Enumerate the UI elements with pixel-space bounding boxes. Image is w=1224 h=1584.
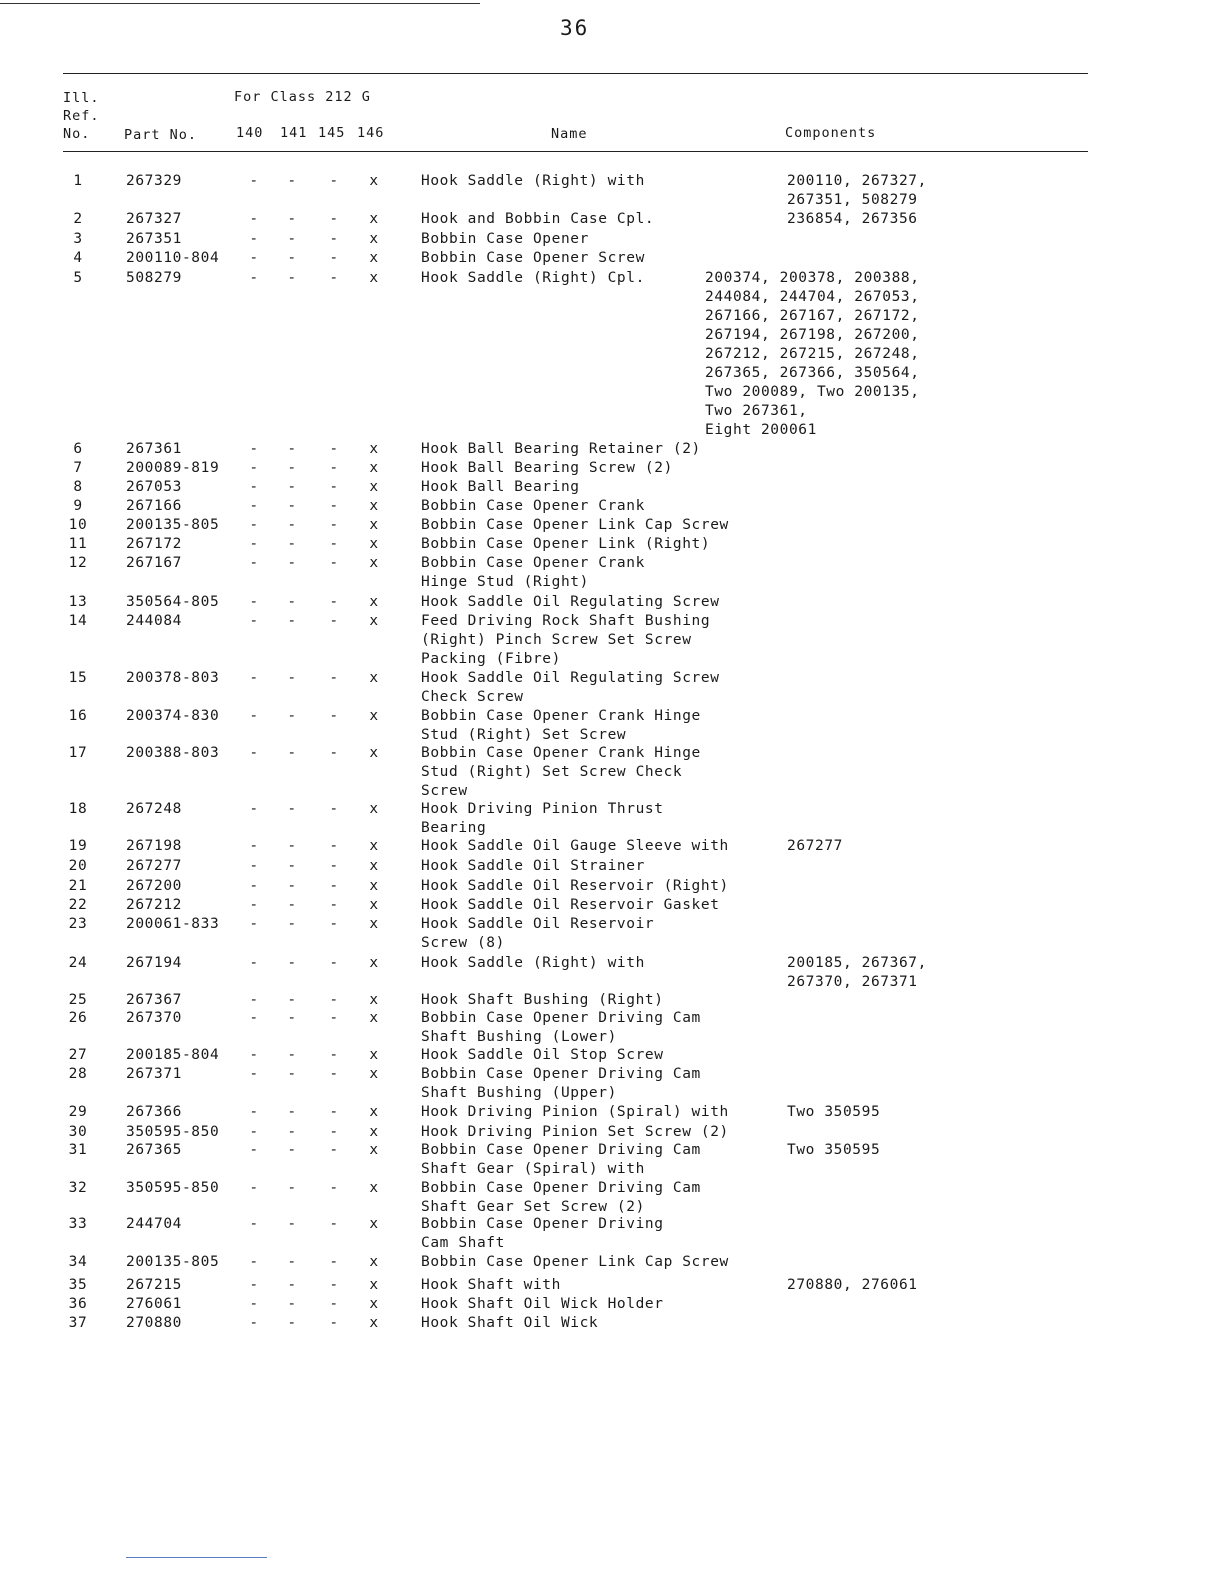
row-class-146: x: [369, 1066, 379, 1082]
row-ref: 10: [68, 517, 88, 533]
row-class-145: -: [329, 594, 339, 610]
row-class-146: x: [369, 441, 379, 457]
row-name: Bobbin Case Opener Link Cap Screw: [421, 517, 729, 533]
row-ref: 6: [73, 441, 83, 457]
row-class-140: -: [249, 173, 259, 189]
row-class-145: -: [329, 1124, 339, 1140]
row-part-no: 276061: [126, 1296, 182, 1312]
row-ref: 32: [68, 1180, 88, 1196]
row-class-146: x: [369, 231, 379, 247]
row-components: Two 350595: [787, 1142, 881, 1158]
row-part-no: 267200: [126, 878, 182, 894]
row-ref: 27: [68, 1047, 88, 1063]
row-name: Bobbin Case Opener Link Cap Screw: [421, 1254, 729, 1270]
row-class-145: -: [329, 1277, 339, 1293]
row-name: Bobbin Case Opener Crank Hinge Stud (Right) Set Screw: [421, 708, 701, 743]
row-ref: 4: [73, 250, 83, 266]
row-class-145: -: [329, 441, 339, 457]
row-ref: 16: [68, 708, 88, 724]
row-class-141: -: [287, 498, 297, 514]
row-class-146: x: [369, 250, 379, 266]
row-ref: 11: [68, 536, 88, 552]
row-class-145: -: [329, 878, 339, 894]
row-name: Hook Saddle (Right) with: [421, 173, 645, 189]
row-class-146: x: [369, 801, 379, 817]
row-class-140: -: [249, 955, 259, 971]
row-name: Hook Saddle Oil Reservoir Screw (8): [421, 916, 655, 951]
row-class-140: -: [249, 211, 259, 227]
row-class-140: -: [249, 670, 259, 686]
row-class-141: -: [287, 594, 297, 610]
row-part-no: 244704: [126, 1216, 182, 1232]
row-class-146: x: [369, 897, 379, 913]
row-class-146: x: [369, 270, 379, 286]
row-class-146: x: [369, 173, 379, 189]
row-class-141: -: [287, 955, 297, 971]
row-class-140: -: [249, 1104, 259, 1120]
row-ref: 29: [68, 1104, 88, 1120]
row-name: Hook Saddle Oil Reservoir Gasket: [421, 897, 720, 913]
header-part-no: Part No.: [124, 127, 198, 143]
row-ref: 23: [68, 916, 88, 932]
header-components: Components: [785, 125, 877, 141]
row-part-no: 200135-805: [126, 1254, 220, 1270]
row-part-no: 267366: [126, 1104, 182, 1120]
row-class-145: -: [329, 270, 339, 286]
row-class-146: x: [369, 1142, 379, 1158]
header-class-146: 146: [357, 125, 385, 141]
row-ref: 12: [68, 555, 88, 571]
row-part-no: 267215: [126, 1277, 182, 1293]
row-class-140: -: [249, 878, 259, 894]
row-name: Hook Driving Pinion Thrust Bearing: [421, 801, 664, 836]
row-class-141: -: [287, 992, 297, 1008]
row-class-146: x: [369, 460, 379, 476]
row-ref: 15: [68, 670, 88, 686]
row-part-no: 508279: [126, 270, 182, 286]
row-part-no: 200061-833: [126, 916, 220, 932]
row-class-141: -: [287, 1124, 297, 1140]
row-components: Two 350595: [787, 1104, 881, 1120]
row-class-145: -: [329, 231, 339, 247]
row-class-141: -: [287, 916, 297, 932]
row-part-no: 267172: [126, 536, 182, 552]
row-class-140: -: [249, 838, 259, 854]
row-class-140: -: [249, 460, 259, 476]
row-class-146: x: [369, 1216, 379, 1232]
row-part-no: 200110-804: [126, 250, 220, 266]
row-ref: 5: [73, 270, 83, 286]
row-components: 267277: [787, 838, 843, 854]
row-class-141: -: [287, 838, 297, 854]
row-class-145: -: [329, 1066, 339, 1082]
row-class-146: x: [369, 479, 379, 495]
row-class-146: x: [369, 1277, 379, 1293]
row-class-140: -: [249, 916, 259, 932]
row-class-145: -: [329, 250, 339, 266]
row-components: 200374, 200378, 200388, 244084, 244704, 267053, 267166, 267167, 267172, 267194, 267198, 267200, 267212, 267215, 267248, 267365, 267366, 350564, Two 200089, Two 200135, Two 267361, Eight 200061: [705, 270, 920, 438]
row-class-141: -: [287, 517, 297, 533]
row-part-no: 200135-805: [126, 517, 220, 533]
header-ref-line1: Ill.: [63, 90, 100, 106]
row-ref: 25: [68, 992, 88, 1008]
row-class-141: -: [287, 1180, 297, 1196]
row-ref: 30: [68, 1124, 88, 1140]
row-class-146: x: [369, 992, 379, 1008]
row-ref: 8: [73, 479, 83, 495]
row-part-no: 267367: [126, 992, 182, 1008]
row-components: 236854, 267356: [787, 211, 918, 227]
row-class-145: -: [329, 670, 339, 686]
row-class-140: -: [249, 231, 259, 247]
row-class-140: -: [249, 270, 259, 286]
row-class-145: -: [329, 838, 339, 854]
row-ref: 36: [68, 1296, 88, 1312]
row-class-141: -: [287, 479, 297, 495]
row-class-141: -: [287, 708, 297, 724]
row-class-145: -: [329, 745, 339, 761]
row-class-146: x: [369, 536, 379, 552]
row-part-no: 350564-805: [126, 594, 220, 610]
row-ref: 21: [68, 878, 88, 894]
row-part-no: 244084: [126, 613, 182, 629]
row-class-140: -: [249, 1296, 259, 1312]
row-part-no: 267371: [126, 1066, 182, 1082]
row-class-140: -: [249, 1216, 259, 1232]
row-ref: 37: [68, 1315, 88, 1331]
row-class-145: -: [329, 498, 339, 514]
row-class-140: -: [249, 1047, 259, 1063]
row-class-141: -: [287, 173, 297, 189]
header-class-140: 140: [236, 125, 264, 141]
row-ref: 33: [68, 1216, 88, 1232]
row-class-140: -: [249, 1010, 259, 1026]
row-name: Hook Saddle Oil Gauge Sleeve with: [421, 838, 729, 854]
row-class-146: x: [369, 1124, 379, 1140]
row-part-no: 267166: [126, 498, 182, 514]
row-class-141: -: [287, 613, 297, 629]
row-class-145: -: [329, 801, 339, 817]
row-class-146: x: [369, 594, 379, 610]
row-name: Bobbin Case Opener Crank Hinge Stud (Right): [421, 555, 645, 590]
row-ref: 18: [68, 801, 88, 817]
row-class-145: -: [329, 173, 339, 189]
row-ref: 28: [68, 1066, 88, 1082]
row-class-145: -: [329, 916, 339, 932]
row-class-145: -: [329, 1104, 339, 1120]
row-name: Hook Ball Bearing: [421, 479, 580, 495]
page-number: 36: [560, 16, 590, 40]
row-ref: 2: [73, 211, 83, 227]
row-name: Bobbin Case Opener Screw: [421, 250, 645, 266]
row-part-no: 200185-804: [126, 1047, 220, 1063]
row-class-145: -: [329, 1047, 339, 1063]
row-class-140: -: [249, 1142, 259, 1158]
row-class-145: -: [329, 1010, 339, 1026]
row-class-145: -: [329, 517, 339, 533]
row-class-146: x: [369, 858, 379, 874]
row-part-no: 200378-803: [126, 670, 220, 686]
row-class-141: -: [287, 555, 297, 571]
row-part-no: 200374-830: [126, 708, 220, 724]
row-class-145: -: [329, 858, 339, 874]
row-class-146: x: [369, 1315, 379, 1331]
row-class-140: -: [249, 250, 259, 266]
row-part-no: 267167: [126, 555, 182, 571]
row-name: Hook Shaft Oil Wick Holder: [421, 1296, 664, 1312]
row-ref: 3: [73, 231, 83, 247]
row-class-145: -: [329, 1180, 339, 1196]
row-ref: 17: [68, 745, 88, 761]
row-name: Bobbin Case Opener Driving Cam Shaft Gear Set Screw (2): [421, 1180, 701, 1215]
row-class-145: -: [329, 211, 339, 227]
row-part-no: 200388-803: [126, 745, 220, 761]
row-class-141: -: [287, 460, 297, 476]
row-name: Bobbin Case Opener Crank: [421, 498, 645, 514]
row-class-141: -: [287, 250, 297, 266]
row-ref: 24: [68, 955, 88, 971]
row-class-146: x: [369, 1254, 379, 1270]
row-class-145: -: [329, 992, 339, 1008]
row-class-146: x: [369, 517, 379, 533]
row-class-145: -: [329, 708, 339, 724]
row-ref: 14: [68, 613, 88, 629]
header-class-title: For Class 212 G: [234, 89, 371, 105]
row-class-140: -: [249, 1277, 259, 1293]
row-name: Bobbin Case Opener Driving Cam Shaft Bushing (Lower): [421, 1010, 701, 1045]
header-bottom-rule: [63, 151, 1088, 152]
row-part-no: 267361: [126, 441, 182, 457]
row-name: Bobbin Case Opener Driving Cam Shaft Bushing (Upper): [421, 1066, 701, 1101]
row-class-146: x: [369, 1180, 379, 1196]
row-class-141: -: [287, 1254, 297, 1270]
row-class-146: x: [369, 498, 379, 514]
row-ref: 22: [68, 897, 88, 913]
row-class-146: x: [369, 838, 379, 854]
row-components: 270880, 276061: [787, 1277, 918, 1293]
row-ref: 1: [73, 173, 83, 189]
row-class-145: -: [329, 555, 339, 571]
row-class-146: x: [369, 916, 379, 932]
row-name: Bobbin Case Opener Driving Cam Shaft Gear (Spiral) with: [421, 1142, 701, 1177]
row-components: 200185, 267367, 267370, 267371: [787, 955, 927, 990]
row-class-141: -: [287, 270, 297, 286]
row-class-146: x: [369, 211, 379, 227]
row-name: Bobbin Case Opener Driving Cam Shaft: [421, 1216, 664, 1251]
row-ref: 26: [68, 1010, 88, 1026]
row-ref: 31: [68, 1142, 88, 1158]
header-class-141: 141: [280, 125, 308, 141]
row-class-140: -: [249, 801, 259, 817]
row-class-146: x: [369, 613, 379, 629]
row-part-no: 200089-819: [126, 460, 220, 476]
row-name: Bobbin Case Opener: [421, 231, 589, 247]
row-ref: 9: [73, 498, 83, 514]
row-class-146: x: [369, 745, 379, 761]
row-class-141: -: [287, 1315, 297, 1331]
row-components: 200110, 267327, 267351, 508279: [787, 173, 927, 208]
row-part-no: 267327: [126, 211, 182, 227]
row-class-140: -: [249, 555, 259, 571]
row-class-140: -: [249, 594, 259, 610]
row-class-141: -: [287, 1277, 297, 1293]
row-class-141: -: [287, 1142, 297, 1158]
row-ref: 34: [68, 1254, 88, 1270]
row-name: Hook Saddle Oil Reservoir (Right): [421, 878, 729, 894]
row-class-141: -: [287, 231, 297, 247]
row-name: Hook Driving Pinion (Spiral) with: [421, 1104, 729, 1120]
row-class-146: x: [369, 878, 379, 894]
row-name: Hook Saddle (Right) with: [421, 955, 645, 971]
row-part-no: 267370: [126, 1010, 182, 1026]
row-class-145: -: [329, 479, 339, 495]
row-class-141: -: [287, 1066, 297, 1082]
row-name: Hook Saddle Oil Regulating Screw: [421, 594, 720, 610]
row-class-140: -: [249, 517, 259, 533]
row-class-140: -: [249, 441, 259, 457]
row-class-140: -: [249, 498, 259, 514]
row-name: Hook Shaft Oil Wick: [421, 1315, 599, 1331]
row-name: Hook Saddle Oil Stop Screw: [421, 1047, 664, 1063]
row-part-no: 267053: [126, 479, 182, 495]
row-name: Bobbin Case Opener Link (Right): [421, 536, 711, 552]
row-name: Bobbin Case Opener Crank Hinge Stud (Right) Set Screw Check Screw: [421, 745, 701, 799]
row-class-141: -: [287, 801, 297, 817]
row-ref: 7: [73, 460, 83, 476]
row-name: Feed Driving Rock Shaft Bushing (Right) Pinch Screw Set Screw Packing (Fibre): [421, 613, 711, 667]
row-class-146: x: [369, 555, 379, 571]
top-edge-rule: [0, 3, 480, 4]
row-ref: 35: [68, 1277, 88, 1293]
header-name: Name: [551, 126, 588, 142]
row-class-141: -: [287, 878, 297, 894]
row-class-145: -: [329, 1216, 339, 1232]
row-class-141: -: [287, 1010, 297, 1026]
row-class-140: -: [249, 745, 259, 761]
row-class-140: -: [249, 708, 259, 724]
row-part-no: 267365: [126, 1142, 182, 1158]
header-ref-line3: No.: [63, 126, 91, 142]
row-class-146: x: [369, 708, 379, 724]
row-class-145: -: [329, 1254, 339, 1270]
row-class-146: x: [369, 1104, 379, 1120]
row-class-146: x: [369, 955, 379, 971]
row-ref: 13: [68, 594, 88, 610]
header-ref-line2: Ref.: [63, 108, 100, 124]
row-part-no: 267212: [126, 897, 182, 913]
row-part-no: 350595-850: [126, 1180, 220, 1196]
row-class-140: -: [249, 897, 259, 913]
row-class-140: -: [249, 1254, 259, 1270]
row-name: Hook Saddle (Right) Cpl.: [421, 270, 645, 286]
row-class-141: -: [287, 670, 297, 686]
row-part-no: 270880: [126, 1315, 182, 1331]
row-part-no: 267351: [126, 231, 182, 247]
row-name: Hook Ball Bearing Retainer (2): [421, 441, 701, 457]
row-class-140: -: [249, 1066, 259, 1082]
row-class-141: -: [287, 858, 297, 874]
row-class-140: -: [249, 992, 259, 1008]
row-name: Hook Ball Bearing Screw (2): [421, 460, 673, 476]
row-part-no: 267277: [126, 858, 182, 874]
row-name: Hook Shaft with: [421, 1277, 561, 1293]
row-name: Hook Saddle Oil Regulating Screw Check Screw: [421, 670, 720, 705]
row-name: Hook Saddle Oil Strainer: [421, 858, 645, 874]
row-part-no: 350595-850: [126, 1124, 220, 1140]
row-class-141: -: [287, 536, 297, 552]
row-class-140: -: [249, 858, 259, 874]
row-name: Hook and Bobbin Case Cpl.: [421, 211, 655, 227]
row-class-141: -: [287, 745, 297, 761]
row-class-145: -: [329, 955, 339, 971]
row-class-141: -: [287, 1047, 297, 1063]
header-top-rule: [63, 73, 1088, 74]
row-class-145: -: [329, 460, 339, 476]
row-class-140: -: [249, 1315, 259, 1331]
row-class-145: -: [329, 897, 339, 913]
row-class-140: -: [249, 1180, 259, 1196]
row-part-no: 267248: [126, 801, 182, 817]
row-class-141: -: [287, 1216, 297, 1232]
row-ref: 19: [68, 838, 88, 854]
row-part-no: 267329: [126, 173, 182, 189]
row-class-140: -: [249, 613, 259, 629]
row-class-140: -: [249, 1124, 259, 1140]
row-class-141: -: [287, 1104, 297, 1120]
row-class-146: x: [369, 1047, 379, 1063]
row-class-140: -: [249, 479, 259, 495]
row-class-141: -: [287, 441, 297, 457]
row-class-145: -: [329, 1315, 339, 1331]
row-class-146: x: [369, 1296, 379, 1312]
row-name: Hook Driving Pinion Set Screw (2): [421, 1124, 729, 1140]
row-class-145: -: [329, 1296, 339, 1312]
row-part-no: 267198: [126, 838, 182, 854]
row-ref: 20: [68, 858, 88, 874]
page-footer-link-rule: [126, 1557, 267, 1558]
row-class-145: -: [329, 1142, 339, 1158]
row-class-140: -: [249, 536, 259, 552]
row-name: Hook Shaft Bushing (Right): [421, 992, 664, 1008]
row-class-145: -: [329, 613, 339, 629]
row-class-145: -: [329, 536, 339, 552]
row-class-146: x: [369, 670, 379, 686]
header-class-145: 145: [318, 125, 346, 141]
row-class-141: -: [287, 897, 297, 913]
row-class-141: -: [287, 1296, 297, 1312]
row-class-141: -: [287, 211, 297, 227]
row-class-146: x: [369, 1010, 379, 1026]
row-part-no: 267194: [126, 955, 182, 971]
